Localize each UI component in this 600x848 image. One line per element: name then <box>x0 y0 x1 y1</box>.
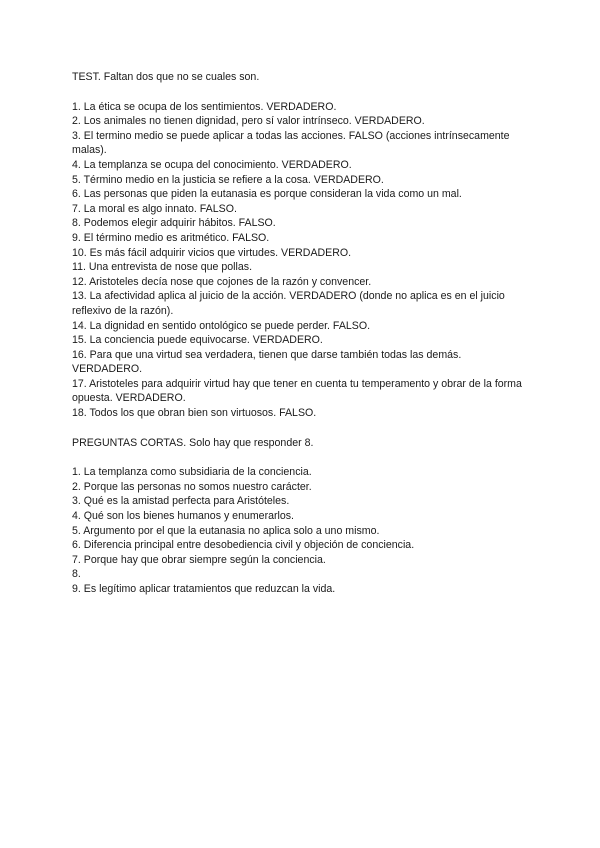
section-spacer <box>72 421 532 436</box>
test-item: 16. Para que una virtud sea verdadera, tienen que darse también todas las demás. VERDADERO. <box>72 348 462 376</box>
short-question-item: 1. La templanza como subsidiaria de la conciencia. <box>72 466 312 479</box>
short-question-item: 5. Argumento por el que la eutanasia no aplica solo a uno mismo. <box>72 524 380 537</box>
test-item: 4. La templanza se ocupa del conocimiento. VERDADERO. <box>72 158 352 171</box>
test-item: 6. Las personas que piden la eutanasia es porque consideran la vida como un mal. <box>72 188 462 201</box>
test-item: 11. Una entrevista de nose que pollas. <box>72 261 253 274</box>
test-item: 3. El termino medio se puede aplicar a todas las acciones. FALSO (acciones intrínsecamente malas). <box>72 129 510 157</box>
test-item: 2. Los animales no tienen dignidad, pero sí valor intrínseco. VERDADERO. <box>72 115 425 128</box>
test-item: 1. La ética se ocupa de los sentimientos. VERDADERO. <box>72 100 337 113</box>
short-questions-heading: PREGUNTAS CORTAS. Solo hay que responder 8. <box>72 436 314 449</box>
short-question-list <box>72 465 532 596</box>
test-item: 12. Aristoteles decía nose que cojones de la razón y convencer. <box>72 275 372 288</box>
short-question-item: 6. Diferencia principal entre desobediencia civil y objeción de conciencia. <box>72 539 415 552</box>
short-question-item: 7. Porque hay que obrar siempre según la conciencia. <box>72 553 326 566</box>
document-page <box>72 70 532 597</box>
test-section-heading: TEST. Faltan dos que no se cuales son. <box>72 71 260 83</box>
test-item: 10. Es más fácil adquirir vicios que virtudes. VERDADERO. <box>72 246 352 259</box>
test-item: 7. La moral es algo innato. FALSO. <box>72 202 237 215</box>
section-spacer <box>72 85 532 100</box>
short-question-item: 4. Qué son los bienes humanos y enumerarlos. <box>72 510 295 523</box>
short-question-item: 8. <box>72 568 81 581</box>
test-item: 5. Término medio en la justicia se refiere a la cosa. VERDADERO. <box>72 173 384 186</box>
test-item: 9. El término medio es aritmético. FALSO. <box>72 231 270 244</box>
test-item: 8. Podemos elegir adquirir hábitos. FALSO. <box>72 217 276 230</box>
test-item: 13. La afectividad aplica al juicio de la acción. VERDADERO (donde no aplica es en el juicio reflexivo de la razón). <box>72 290 505 317</box>
test-item: 14. La dignidad en sentido ontológico se puede perder. FALSO. <box>72 319 371 332</box>
test-item: 17. Aristoteles para adquirir virtud hay que tener en cuenta tu temperamento y obrar de la forma opuesta. VERDADERO. <box>72 377 522 405</box>
short-question-item: 2. Porque las personas no somos nuestro carácter. <box>72 480 312 493</box>
short-question-item: 9. Es legítimo aplicar tratamientos que reduzcan la vida. <box>72 583 336 595</box>
test-question-list <box>72 100 532 421</box>
short-question-item: 3. Qué es la amistad perfecta para Aristóteles. <box>72 495 290 508</box>
test-item: 18. Todos los que obran bien son virtuosos. FALSO. <box>72 407 317 420</box>
test-item: 15. La conciencia puede equivocarse. VERDADERO. <box>72 334 323 347</box>
section-spacer <box>72 450 532 465</box>
